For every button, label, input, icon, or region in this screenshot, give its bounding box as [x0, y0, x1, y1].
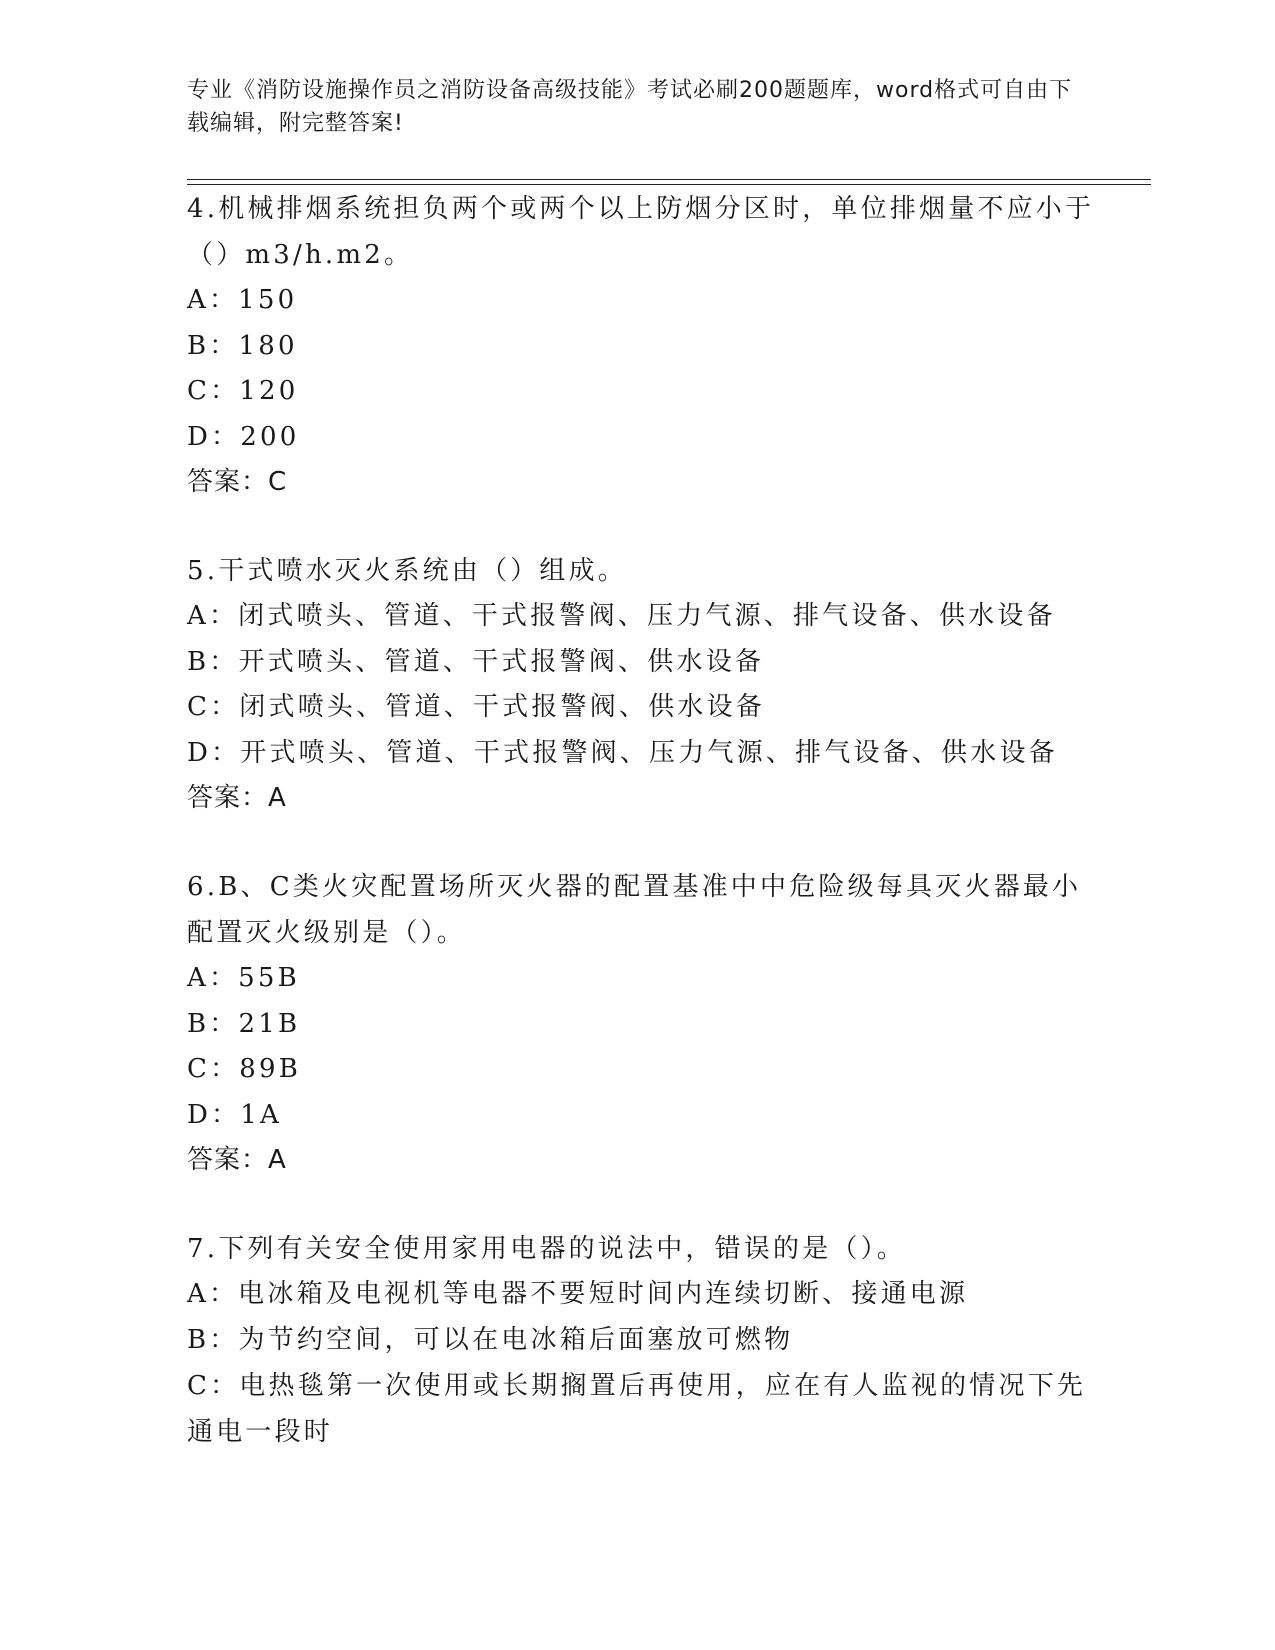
question-list — [187, 186, 1107, 1455]
option-b: B：21B — [187, 1008, 301, 1039]
question-5 — [187, 548, 1107, 820]
option-b: B：为节约空间，可以在电冰箱后面塞放可燃物 — [187, 1324, 794, 1355]
option-a: A：电冰箱及电视机等电器不要短时间内连续切断、接通电源 — [187, 1279, 969, 1309]
answer-line: 答案：A — [187, 1145, 287, 1175]
answer-line: 答案：A — [187, 783, 287, 813]
option-c: C：闭式喷头、管道、干式报警阀、供水设备 — [187, 692, 765, 722]
question-stem: 5.干式喷水灭火系统由（）组成。 — [187, 556, 628, 586]
question-7 — [187, 1226, 1107, 1455]
question-6 — [187, 864, 1107, 1182]
header-rule-top — [187, 179, 1151, 180]
option-c: C：89B — [187, 1054, 302, 1084]
document-header: 专业《消防设施操作员之消防设备高级技能》考试必刷200题题库，word格式可自由下载编辑，附完整答案! — [187, 78, 1073, 136]
question-4 — [187, 186, 1107, 504]
option-d: D：200 — [187, 421, 300, 452]
answer-line: 答案：C — [187, 467, 288, 497]
option-c: C：120 — [187, 376, 299, 406]
option-d: D：开式喷头、管道、干式报警阀、压力气源、排气设备、供水设备 — [187, 737, 1058, 768]
question-stem: 7.下列有关安全使用家用电器的说法中，错误的是（）。 — [187, 1234, 907, 1264]
question-stem: 6.B、C类火灾配置场所灭火器的配置基准中中危险级每具灭火器最小配置灭火级别是（）。 — [187, 872, 1082, 948]
option-b: B：开式喷头、管道、干式报警阀、供水设备 — [187, 646, 765, 677]
option-a: A：闭式喷头、管道、干式报警阀、压力气源、排气设备、供水设备 — [187, 601, 1056, 631]
option-a: A：55B — [187, 963, 300, 993]
option-c: C：电热毯第一次使用或长期搁置后再使用，应在有人监视的情况下先通电一段时 — [187, 1371, 1087, 1447]
question-stem: 4.机械排烟系统担负两个或两个以上防烟分区时，单位排烟量不应小于（）m3/h.m2。 — [187, 194, 1095, 270]
option-a: A：150 — [187, 285, 298, 315]
header-rule-bottom — [187, 184, 1151, 185]
option-b: B：180 — [187, 330, 298, 361]
option-d: D：1A — [187, 1099, 282, 1130]
